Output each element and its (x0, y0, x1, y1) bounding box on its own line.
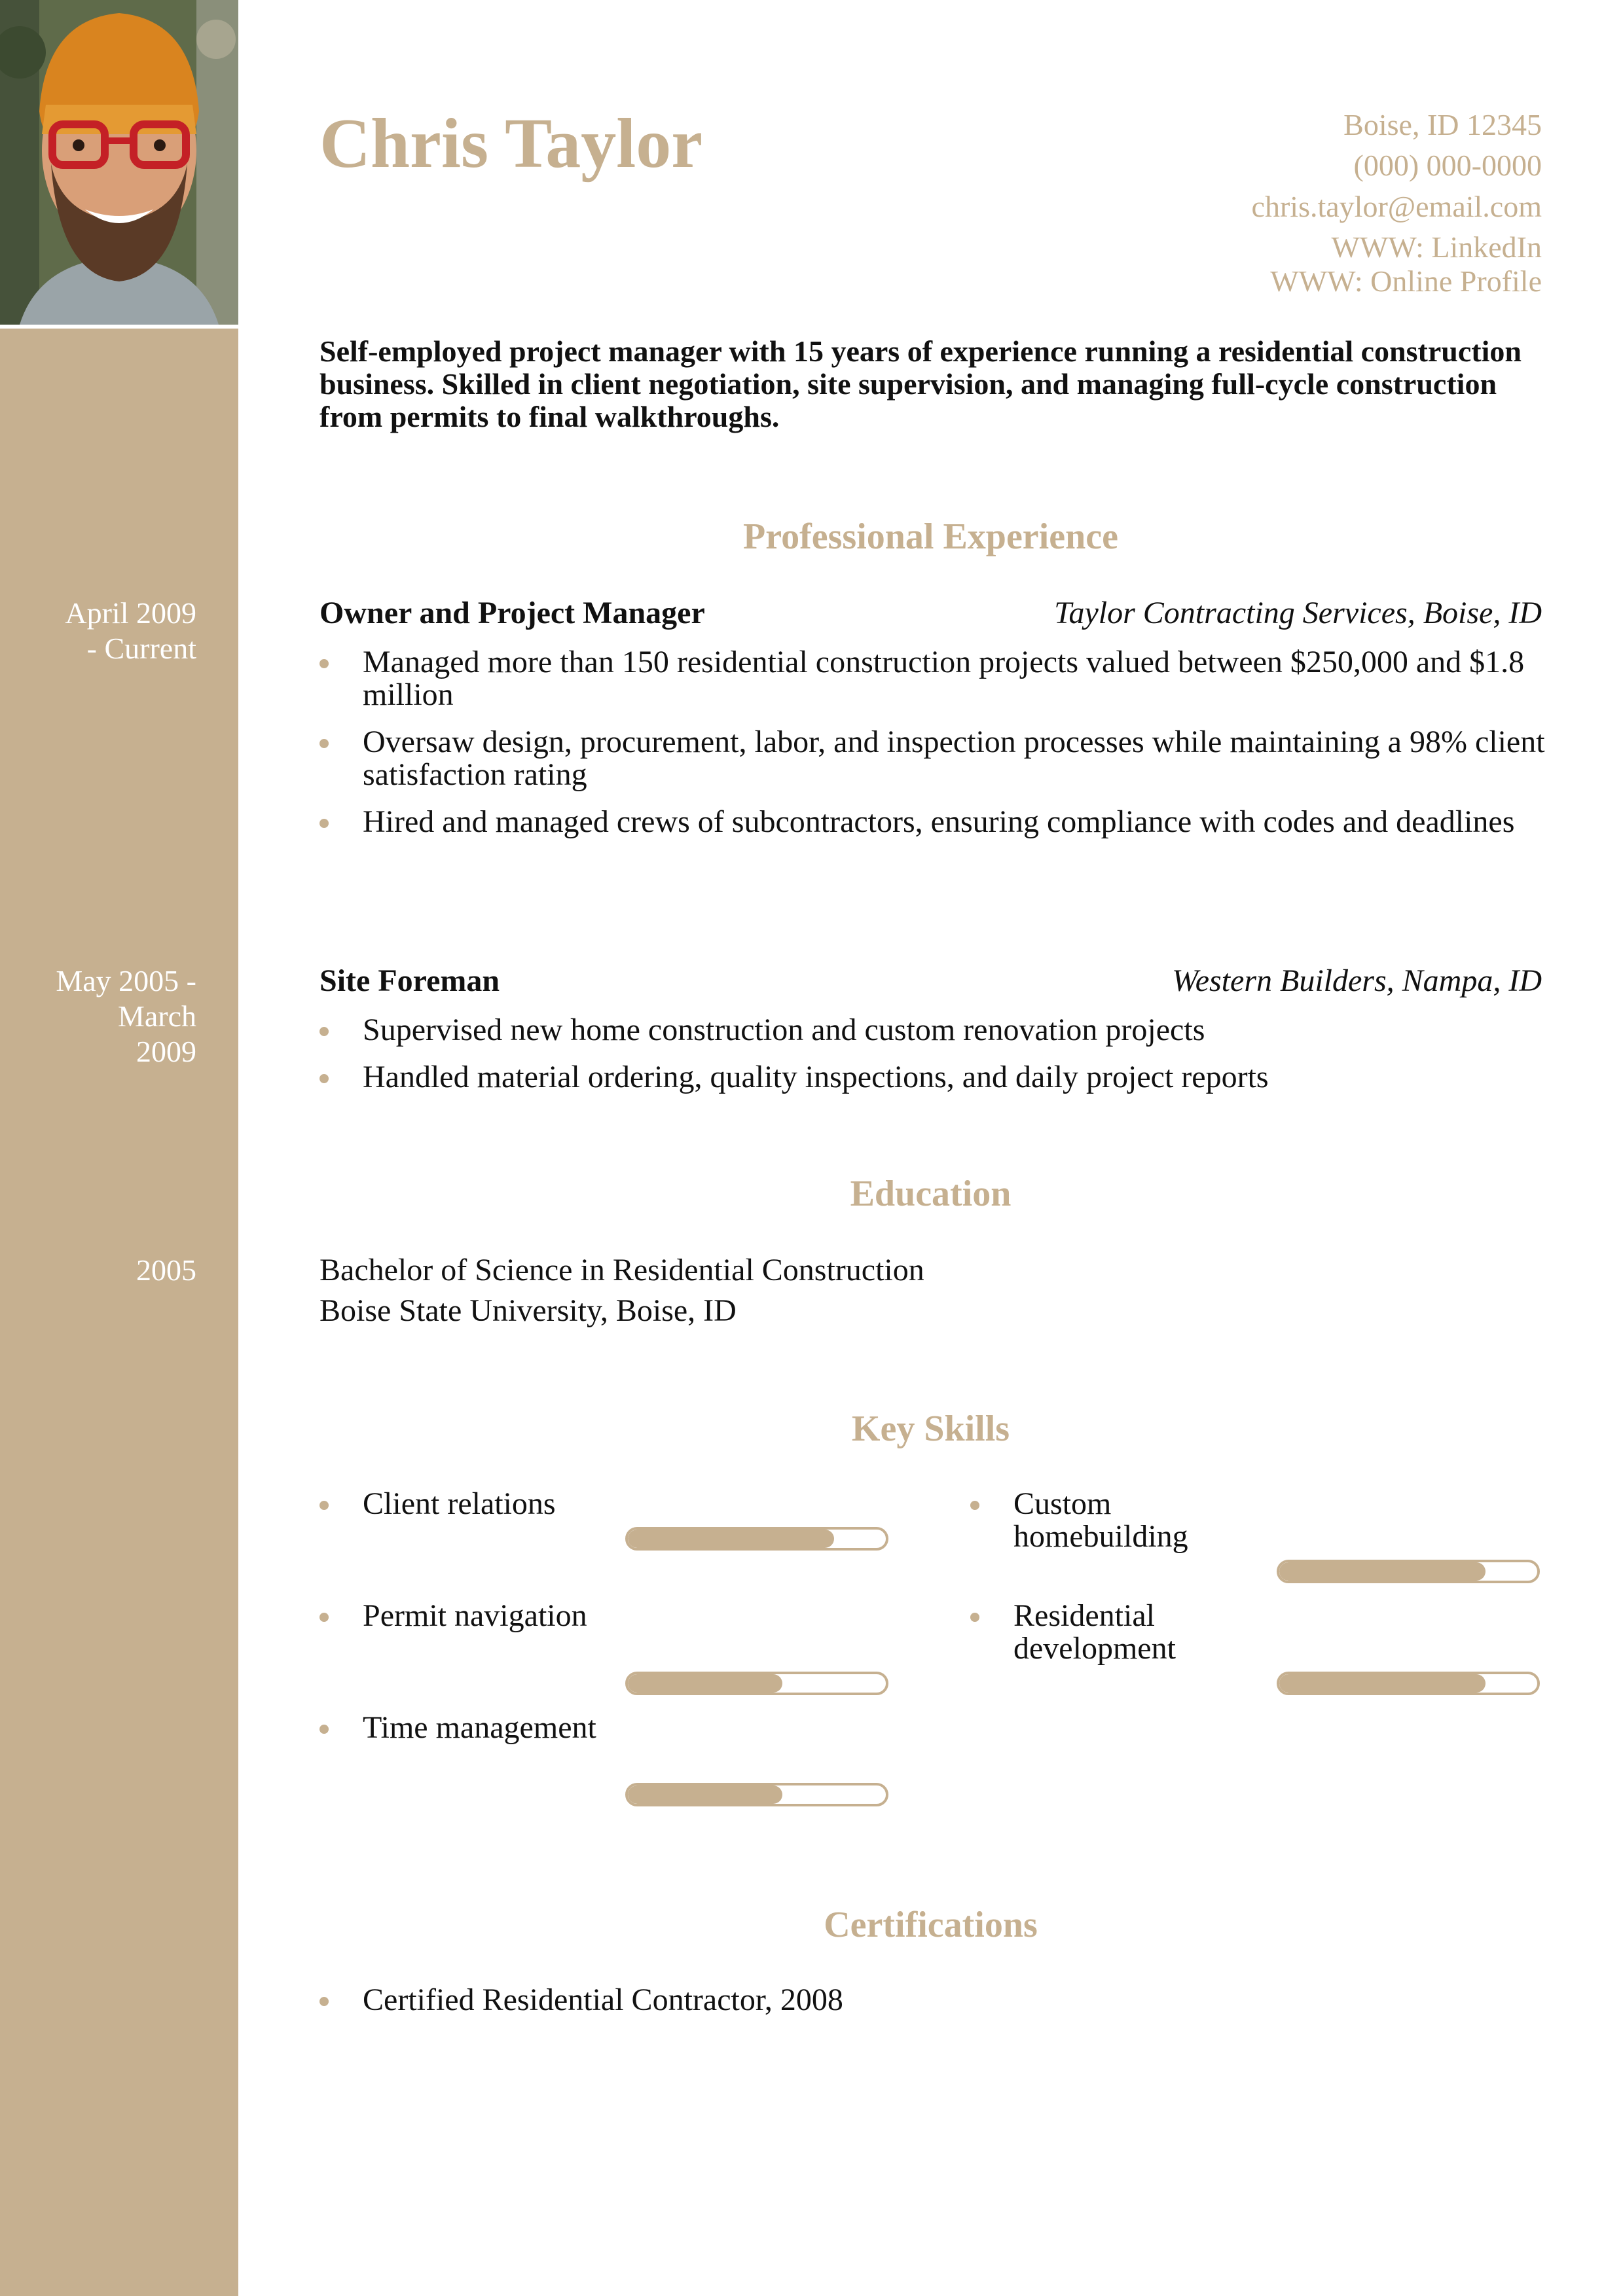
bullet-dot-icon (319, 819, 329, 828)
portrait-illustration (0, 0, 238, 325)
skill-time-management: Time management (319, 1712, 611, 1744)
skill-level-fill (628, 1530, 834, 1548)
bullet-dot-icon (970, 1613, 979, 1622)
job-1-bullets (319, 646, 1550, 853)
section-title-experience: Professional Experience (743, 516, 1118, 557)
job-2-dates-line-1: May 2005 - (56, 964, 196, 997)
list-item: Certified Residential Contractor, 2008 (319, 1984, 1550, 2017)
skill-bar-client-relations (625, 1527, 888, 1551)
list-item: Managed more than 150 residential construction projects valued between $250,000 and $1.8 million (319, 646, 1550, 711)
contact-phone: (000) 000-0000 (1353, 149, 1542, 182)
skill-bar-residential-development (1277, 1672, 1540, 1695)
skill-bar-time-management (625, 1783, 888, 1806)
job-1-company: Taylor Contracting Services, Boise, ID (1054, 596, 1542, 630)
skill-residential-development: Residential development (970, 1600, 1262, 1665)
candidate-name: Chris Taylor (319, 105, 703, 183)
contact-email[interactable]: chris.taylor@email.com (1251, 190, 1542, 223)
sidebar (0, 0, 238, 2296)
section-title-education: Education (850, 1174, 1012, 1214)
bullet-dot-icon (970, 1501, 979, 1510)
photo-divider (0, 325, 238, 329)
job-2-bullets (319, 1014, 1550, 1108)
job-2-title: Site Foreman (319, 963, 500, 998)
bullet-dot-icon (319, 1613, 329, 1622)
bullet-dot-icon (319, 659, 329, 668)
contact-linkedin[interactable]: WWW: LinkedIn (1331, 230, 1542, 264)
bullet-dot-icon (319, 739, 329, 748)
education-year: 2005 (136, 1253, 196, 1287)
bullet-dot-icon (319, 1997, 329, 2006)
certifications-list (319, 1984, 1550, 2031)
skill-bar-custom-homebuilding (1277, 1560, 1540, 1583)
bullet-dot-icon (319, 1074, 329, 1083)
list-item: Handled material ordering, quality inspections, and daily project reports (319, 1061, 1550, 1094)
list-item: Supervised new home construction and custom renovation projects (319, 1014, 1550, 1047)
skill-client-relations: Client relations (319, 1488, 611, 1520)
bullet-dot-icon (319, 1027, 329, 1036)
job-1-title: Owner and Project Manager (319, 596, 705, 630)
skill-bar-permit-navigation (625, 1672, 888, 1695)
job-1-dates-line-2: - Current (86, 632, 196, 665)
job-1-dates-line-1: April 2009 (65, 596, 196, 630)
skill-level-fill (628, 1785, 782, 1804)
list-item: Hired and managed crews of subcontractors, ensuring compliance with codes and deadlines (319, 806, 1550, 838)
skill-custom-homebuilding: Custom homebuilding (970, 1488, 1262, 1553)
professional-summary: Self-employed project manager with 15 years of experience running a residential construction business. Skilled in client negotiation, site supervision, and managing full-cycle construction from permits to final walkthroughs. (319, 334, 1522, 433)
education-school: Boise State University, Boise, ID (319, 1293, 737, 1328)
skill-level-fill (1279, 1562, 1486, 1581)
skill-level-fill (1279, 1674, 1486, 1693)
section-title-skills: Key Skills (851, 1408, 1010, 1449)
contact-online-profile[interactable]: WWW: Online Profile (1270, 264, 1542, 298)
job-2-company: Western Builders, Nampa, ID (1172, 963, 1542, 998)
job-2-dates-line-3: 2009 (136, 1035, 196, 1068)
education-degree: Bachelor of Science in Residential Construction (319, 1253, 924, 1287)
bullet-dot-icon (319, 1725, 329, 1734)
contact-address: Boise, ID 12345 (1343, 108, 1542, 141)
bullet-dot-icon (319, 1501, 329, 1510)
list-item: Oversaw design, procurement, labor, and inspection processes while maintaining a 98% client satisfaction rating (319, 726, 1550, 791)
skill-level-fill (628, 1674, 782, 1693)
profile-photo (0, 0, 238, 325)
section-title-certifications: Certifications (824, 1905, 1038, 1945)
skill-permit-navigation: Permit navigation (319, 1600, 611, 1632)
job-2-dates-line-2: March (117, 999, 196, 1033)
